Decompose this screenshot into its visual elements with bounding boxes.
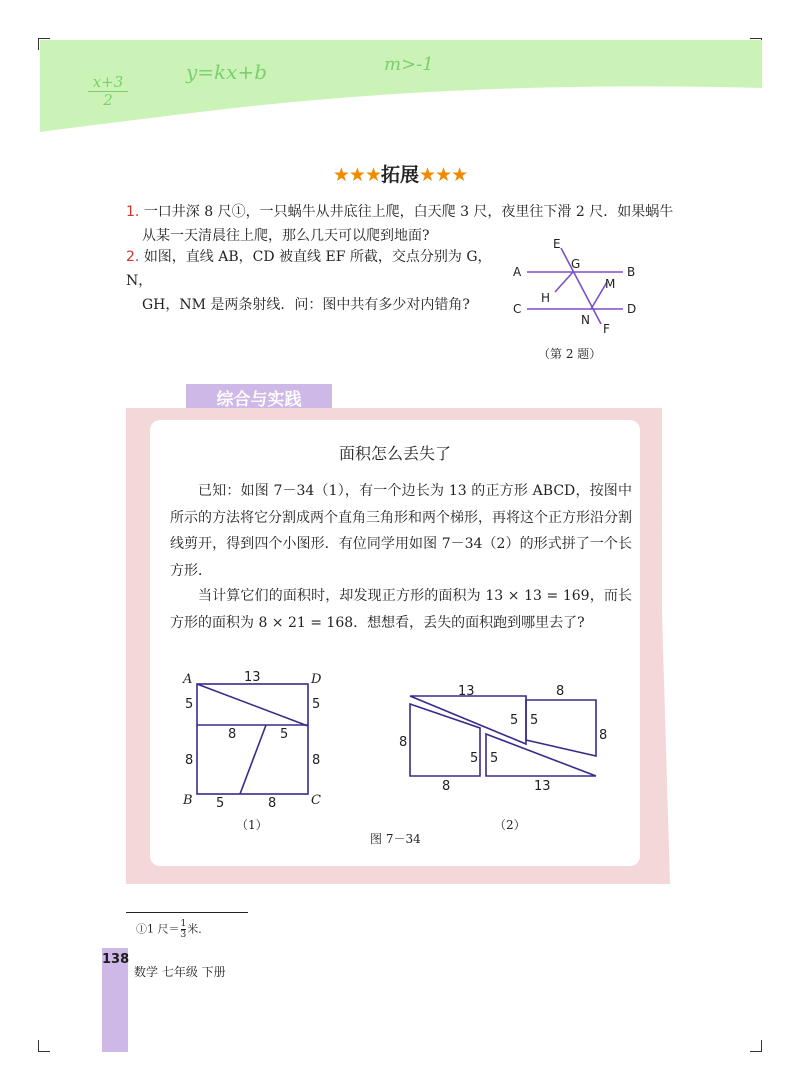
length-right-upper: 5 <box>312 697 321 712</box>
fig2-length-right: 8 <box>599 728 608 743</box>
fig2-length-mid-b: 5 <box>530 713 539 728</box>
formula-numerator: x+3 <box>88 74 128 92</box>
fig2-length-bottom-right: 13 <box>534 779 551 794</box>
vertex-d: D <box>311 672 322 687</box>
fig2-length-top-right: 8 <box>556 684 565 699</box>
trapezoid-cut <box>240 725 266 794</box>
label-a: A <box>513 265 522 279</box>
problem-2-line-2 <box>126 293 506 317</box>
label-b: B <box>627 265 636 279</box>
length-left-upper: 5 <box>185 697 194 712</box>
length-bottom-right: 8 <box>268 796 277 811</box>
crop-mark-bottom-left <box>38 1040 50 1052</box>
book-info: 数学 七年级 下册 <box>134 965 226 979</box>
problem-2-number: 2. <box>126 249 140 265</box>
footnote-text-before: 1 尺＝ <box>147 922 180 936</box>
figure-1-caption: （1） <box>236 818 268 832</box>
formula-denominator: 2 <box>103 91 113 109</box>
problem-2-figure <box>505 232 645 340</box>
length-middle-left: 8 <box>228 727 237 742</box>
label-h: H <box>541 291 551 305</box>
triangle-top <box>410 696 526 744</box>
problem-1-text-2: 从某一天清晨往上爬，那么几天可以爬到地面? <box>142 228 430 244</box>
problem-2-line-1 <box>126 245 506 293</box>
problem-2-figure-caption: （第 2 题） <box>538 347 602 361</box>
figure-1-square <box>176 666 336 812</box>
footnote <box>136 919 209 940</box>
stars-right: ★★★ <box>419 164 468 186</box>
problem-1-line-1 <box>126 200 686 224</box>
footnote-fraction-num: 1 <box>180 919 187 929</box>
footnote-fraction-den: 3 <box>180 930 187 940</box>
triangle-bottom <box>486 734 596 776</box>
vertex-c: C <box>311 793 321 808</box>
trapezoid-top-right <box>526 700 596 756</box>
practice-paragraph-1: 已知：如图 7－34（1），有一个边长为 13 的正方形 ABCD，按图中所示的方法将它分割成两个直角三角形和两个梯形，再将这个正方形沿分割线剪开，得到四个小图形．有位同学用如图 7－34（2）的形式拼了一个长方形． <box>170 483 632 579</box>
header-formula-linear: y=kx+b <box>186 60 268 84</box>
problem-2-text-2: GH，NM 是两条射线．问：图中共有多少对内错角? <box>142 297 470 313</box>
label-n: N <box>581 313 590 327</box>
fig2-length-bottom-left: 8 <box>442 779 451 794</box>
vertex-a: A <box>183 672 193 687</box>
length-top: 13 <box>244 670 261 685</box>
triangle-diagonal <box>197 684 308 726</box>
figure-2-rectangle <box>394 680 618 796</box>
extension-title-text: 拓展 <box>380 164 419 186</box>
crop-mark-bottom-right <box>750 1040 762 1052</box>
label-g: G <box>571 257 581 271</box>
practice-title: 面积怎么丢失了 <box>338 444 451 463</box>
label-m: M <box>605 277 616 291</box>
problem-2 <box>126 245 506 317</box>
problem-1-number: 1. <box>126 204 140 220</box>
length-right-lower: 8 <box>312 753 321 768</box>
practice-tab-label: 综合与实践 <box>216 390 302 410</box>
problem-1-text-1: 一口井深 8 尺①，一只蜗牛从井底往上爬，白天爬 3 尺，夜里往下滑 2 尺．如果蜗牛 <box>143 204 674 220</box>
label-e: E <box>553 237 561 251</box>
fig2-length-left: 8 <box>399 735 408 750</box>
fig2-length-lower-a: 5 <box>470 751 479 766</box>
footnote-fraction <box>181 919 187 940</box>
page-number: 138 <box>102 952 130 967</box>
footnote-marker: ① <box>136 922 147 936</box>
stars-left: ★★★ <box>332 164 381 186</box>
extension-title <box>0 160 800 187</box>
footnote-rule <box>126 912 248 913</box>
figure-2-caption: （2） <box>494 818 526 832</box>
footnote-text-after: 米． <box>187 922 210 936</box>
figure-7-34-caption: 图 7－34 <box>370 832 421 846</box>
length-left-lower: 8 <box>185 753 194 768</box>
label-d: D <box>627 302 637 316</box>
fig2-length-lower-b: 5 <box>490 751 499 766</box>
problem-2-text-1: 如图，直线 AB，CD 被直线 EF 所截，交点分别为 G，N， <box>126 249 492 289</box>
practice-paragraph-2: 当计算它们的面积时，却发现正方形的面积为 13 × 13 = 169，而长方形的面积为 8 × 21 = 168．想想看，丢失的面积跑到哪里去了? <box>170 588 632 631</box>
vertex-b: B <box>183 793 193 808</box>
label-f: F <box>603 322 610 336</box>
length-bottom-left: 5 <box>216 796 225 811</box>
ray-gh <box>555 272 573 292</box>
fig2-length-top-left: 13 <box>458 684 475 699</box>
length-middle-right: 5 <box>280 727 289 742</box>
fig2-length-mid-a: 5 <box>510 713 519 728</box>
label-c: C <box>513 302 522 316</box>
header-formula-inequality: m>-1 <box>384 54 434 75</box>
square-outline <box>197 684 308 794</box>
header-formula-fraction <box>88 74 128 109</box>
